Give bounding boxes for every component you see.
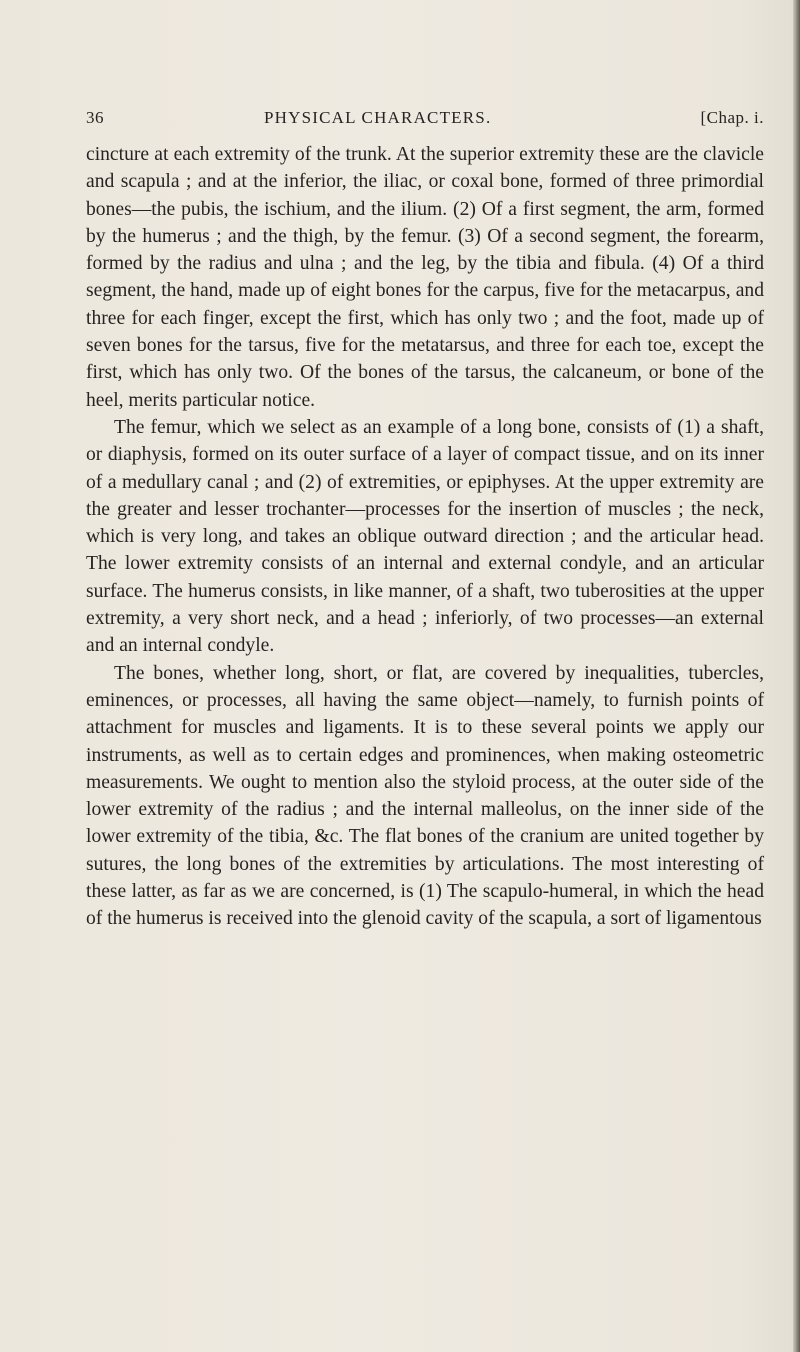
chapter-reference: [Chap. i. <box>700 108 764 127</box>
paragraph-2: The femur, which we select as an example of a long bone, consists of (1) a shaft, or diaphysis, formed on its outer surface of a layer of compact tissue, and on its inner of a medullary canal ; and (2) of extremities, or epiphyses. At the upper extremity are the greater and lesser trochanter—processes for the insertion of muscles ; the neck, which is very long, and takes an oblique outward direction ; and the articular head. The lower extremity consists of an internal and external condyle, and an articular surface. The humerus consists, in like manner, of a shaft, two tuberosities at the upper extremity, a very short neck, and a head ; inferiorly, of two processes—an external and an internal condyle. <box>86 416 764 657</box>
paragraph-1: cincture at each extremity of the trunk. At the superior extremity these are the clavicle and scapula ; and at the inferior, the iliac, or coxal bone, formed of three primordial bones—the pubis, the ischium, and the ilium. (2) Of a first segment, the arm, formed by the humerus ; and the thigh, by the femur. (3) Of a second segment, the forearm, formed by the radius and ulna ; and the leg, by the tibia and fibula. (4) Of a third segment, the hand, made up of eight bones for the carpus, five for the metacarpus, and three for each finger, except the first, which has only two ; and the foot, made up of seven bones for the tarsus, five for the metatarsus, and three for each toe, except the first, which has only two. Of the bones of the tarsus, the calcaneum, or bone of the heel, merits particular notice. <box>86 144 764 411</box>
page-edge-shadow <box>793 0 800 1352</box>
page-header <box>86 108 764 138</box>
body-text <box>86 141 764 933</box>
page-number: 36 <box>86 108 104 127</box>
paragraph-3: The bones, whether long, short, or flat, are covered by inequalities, tubercles, eminences, or processes, all having the same object—namely, to furnish points of attachment for muscles and ligaments. It is to these several points we apply our instruments, as well as to certain edges and prominences, when making osteometric measurements. We ought to mention also the styloid process, at the outer side of the lower extremity of the radius ; and the internal malleolus, on the inner side of the lower extremity of the tibia, &c. The flat bones of the cranium are united together by sutures, the long bones of the extremities by articulations. The most interesting of these latter, as far as we are concerned, is (1) The scapulo-humeral, in which the head of the humerus is received into the glenoid cavity of the scapula, a sort of ligamentous <box>86 662 764 930</box>
running-head: PHYSICAL CHARACTERS. <box>264 108 492 127</box>
